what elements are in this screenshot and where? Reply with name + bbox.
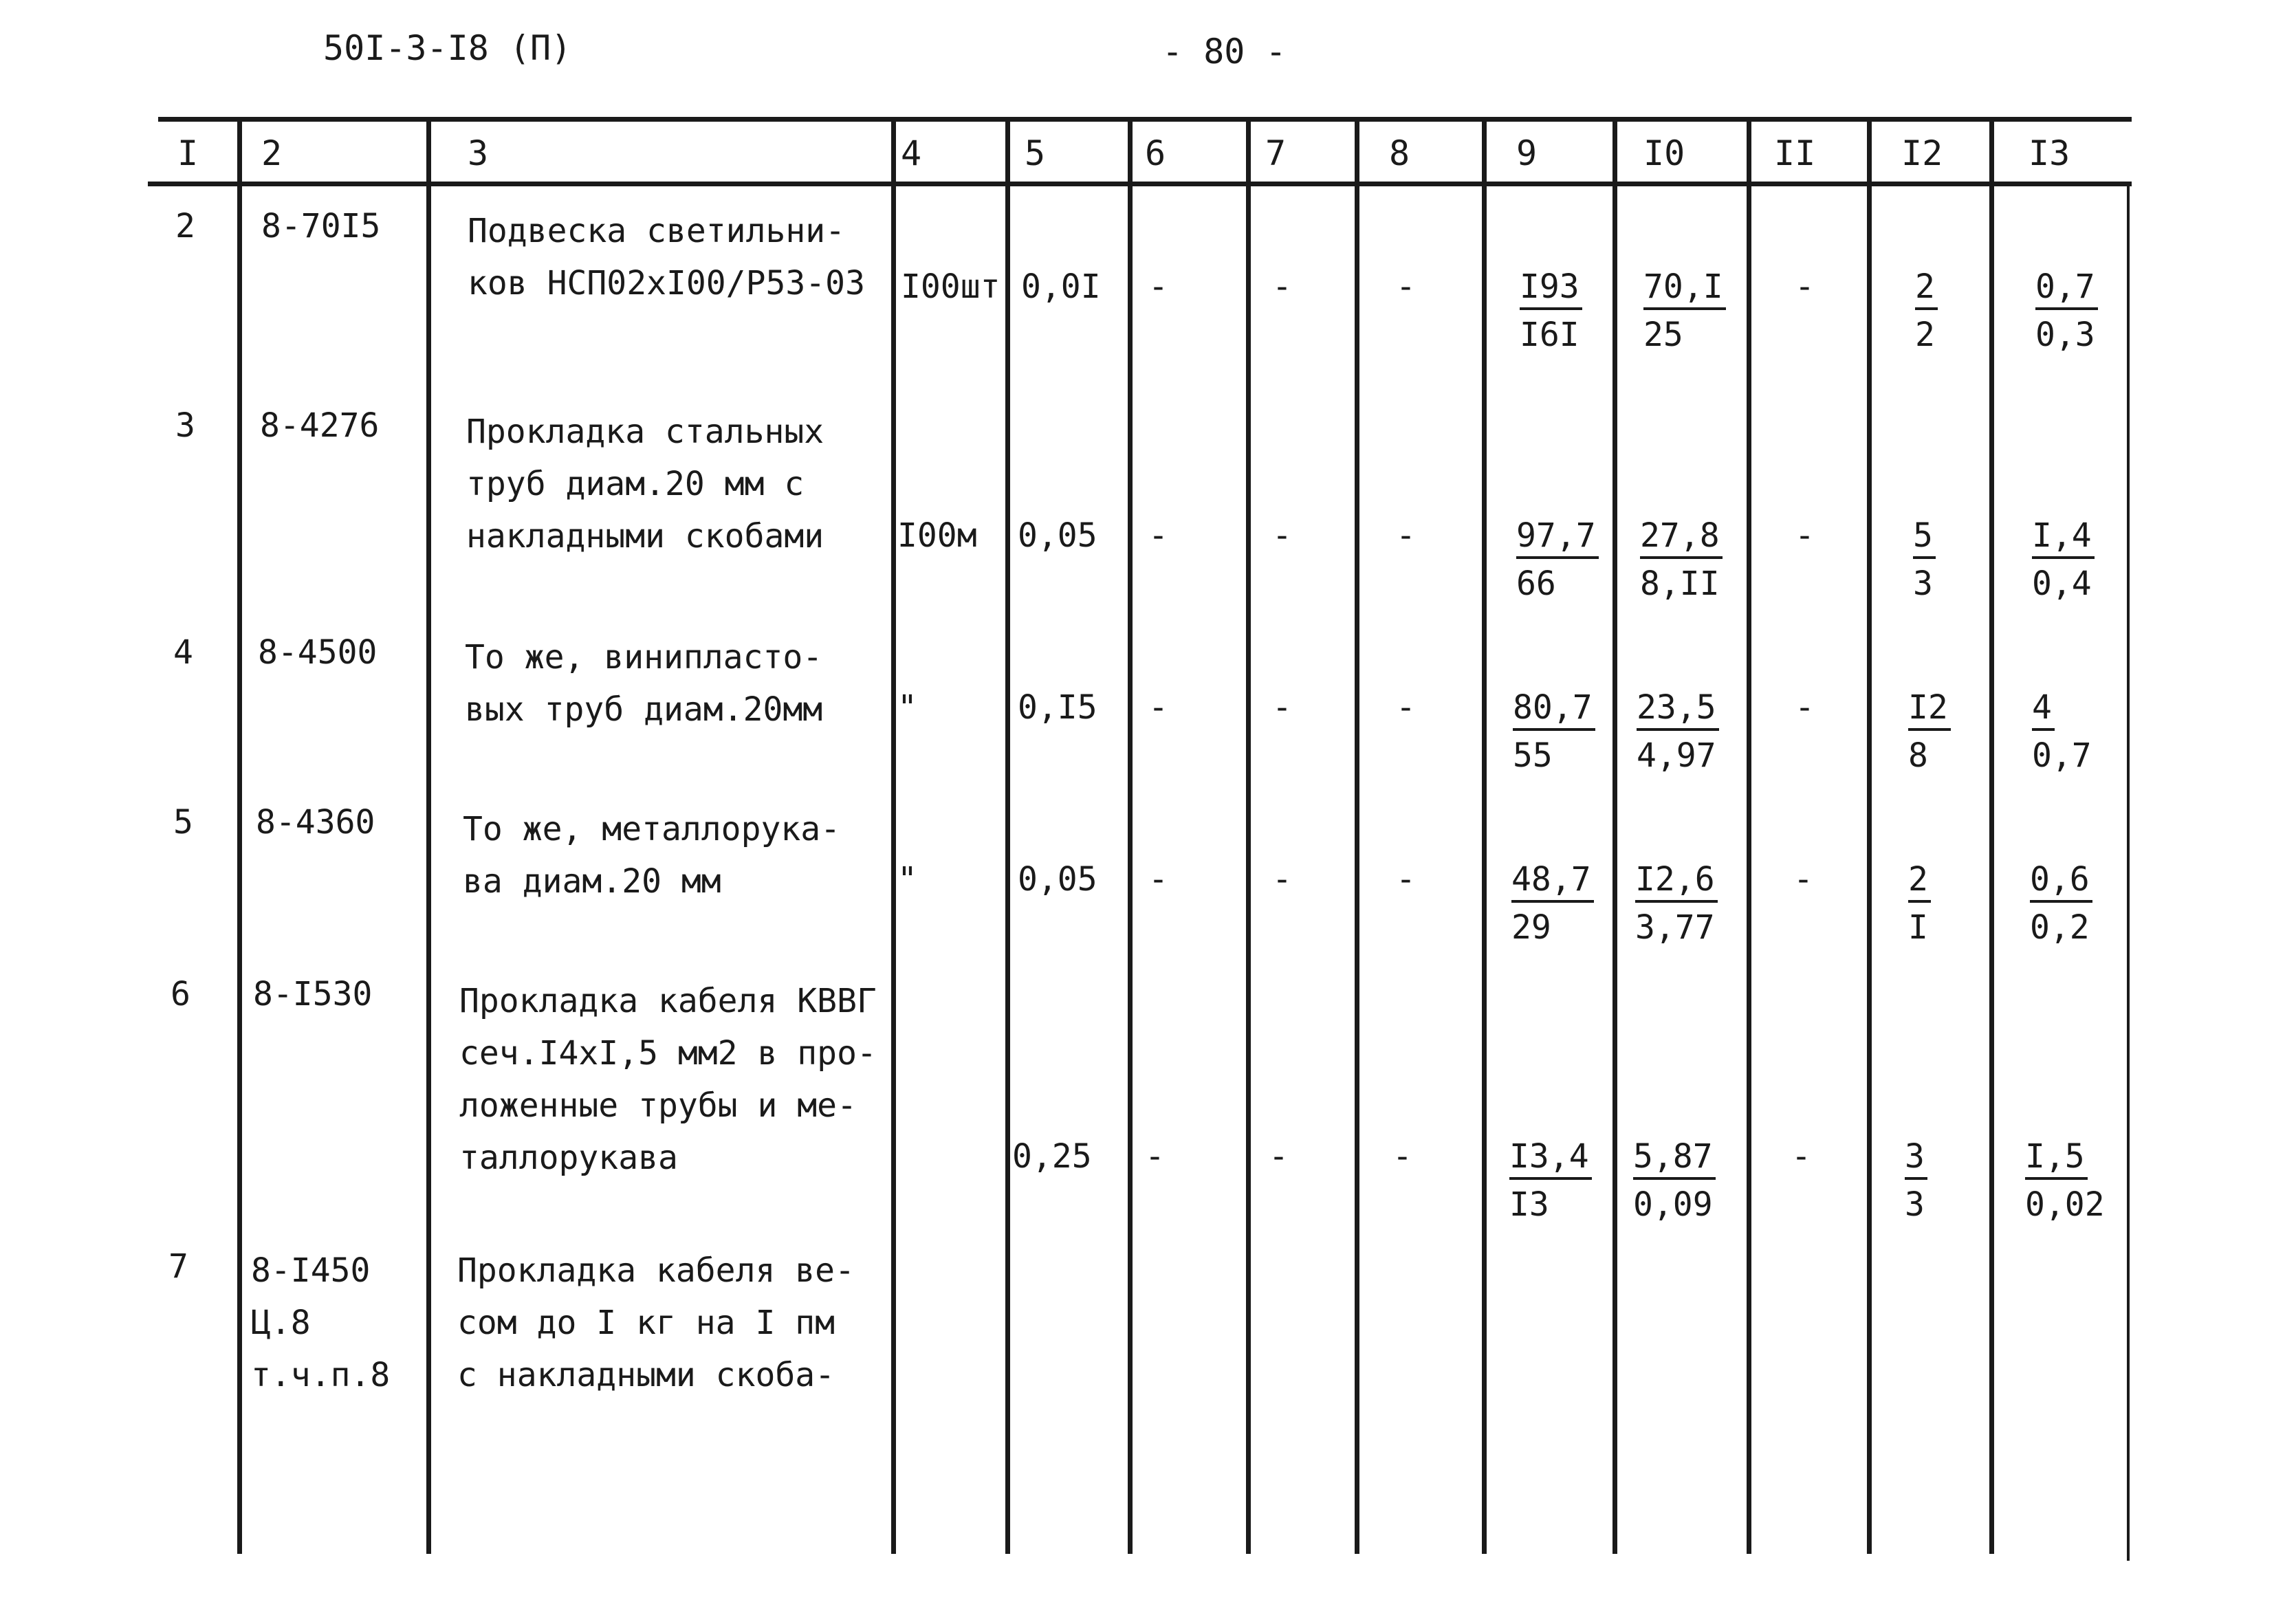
dash: - — [1791, 1137, 1811, 1176]
norm-code: 8-I530 — [253, 975, 373, 1013]
column-divider — [1867, 117, 1872, 1554]
column-divider — [1005, 117, 1010, 1554]
description-line: Прокладка кабеля КВВГ — [459, 982, 877, 1020]
fraction-value: $\frac{80,7}{55}$ — [1513, 691, 1595, 772]
column-header: 2 — [261, 133, 283, 173]
fraction-value: $\frac{4}{0,7}$ — [2032, 688, 2092, 775]
description-line: Подвеска светильни- — [468, 212, 846, 250]
quantity: 0,05 — [1018, 860, 1097, 899]
work-description — [465, 631, 822, 736]
description-line: Прокладка кабеля ве- — [457, 1251, 855, 1290]
quantity: 0,I5 — [1018, 688, 1097, 727]
description-line: Прокладка стальных — [466, 413, 824, 451]
description-line: с накладными скоба- — [457, 1356, 835, 1394]
norm-code-line: 8-I450 — [251, 1251, 371, 1290]
work-description — [468, 205, 865, 309]
fraction-value: $\frac{I93}{I6I}$ — [1520, 270, 1582, 351]
table-top-border — [158, 117, 2132, 122]
dash: - — [1396, 516, 1416, 555]
norm-code: 8-70I5 — [261, 207, 381, 245]
row-number: 4 — [173, 633, 193, 672]
row-number: 7 — [168, 1247, 188, 1286]
column-header: 3 — [468, 133, 489, 173]
column-header: 4 — [901, 133, 922, 173]
quantity: 0,25 — [1012, 1137, 1092, 1176]
column-divider — [426, 117, 431, 1554]
unit: I00шт — [901, 267, 1001, 306]
description-line: сеч.I4хI,5 мм2 в про- — [459, 1034, 877, 1073]
fraction-value: $\frac{I,5}{0,02}$ — [2025, 1137, 2105, 1224]
description-line: таллорукава — [459, 1139, 678, 1177]
column-header: II — [1774, 133, 1816, 173]
row-number: 3 — [175, 406, 195, 445]
description-line: вых труб диам.20мм — [465, 690, 823, 729]
column-header: I0 — [1643, 133, 1685, 173]
norm-code: 8-4500 — [258, 633, 378, 672]
page-number: - 80 - — [1162, 32, 1287, 72]
description-line: ложенные трубы и ме- — [459, 1086, 857, 1125]
description-line: ков НСП02хI00/Р53-03 — [468, 264, 865, 303]
column-divider — [1612, 117, 1617, 1554]
unit: " — [897, 688, 917, 727]
dash: - — [1396, 688, 1416, 727]
fraction-value: $\frac{23,5}{4,97}$ — [1637, 691, 1719, 772]
fraction-value: $\frac{0,6}{0,2}$ — [2030, 863, 2092, 944]
dash: - — [1272, 860, 1292, 899]
dash: - — [1148, 688, 1168, 727]
description-line: ва диам.20 мм — [463, 862, 721, 901]
norm-code-line: т.ч.п.8 — [251, 1356, 391, 1394]
dash: - — [1272, 688, 1292, 727]
description-line: сом до I кг на I пм — [457, 1304, 835, 1342]
description-line: накладными скобами — [466, 517, 824, 556]
column-header: 7 — [1265, 133, 1287, 173]
column-divider — [237, 117, 242, 1554]
header-bottom-border — [148, 182, 2132, 186]
work-description — [457, 1244, 855, 1401]
quantity: 0,0I — [1021, 267, 1101, 306]
fraction-value: $\frac{27,8}{8,II}$ — [1640, 519, 1723, 600]
column-header: 9 — [1516, 133, 1538, 173]
column-divider — [1747, 117, 1751, 1554]
dash: - — [1148, 516, 1168, 555]
dash: - — [1269, 1137, 1289, 1176]
fraction-value: $\frac{0,7}{0,3}$ — [2035, 270, 2098, 351]
column-header: I — [177, 133, 199, 173]
fraction-value: $\frac{48,7}{29}$ — [1511, 863, 1594, 944]
fraction-value: $\frac{3}{3}$ — [1905, 1140, 1927, 1221]
fraction-value: $\frac{5,87}{0,09}$ — [1633, 1140, 1716, 1221]
norm-code-line: Ц.8 — [251, 1304, 311, 1342]
dash: - — [1272, 516, 1292, 555]
column-divider — [1482, 117, 1487, 1554]
fraction-value: $\frac{97,7}{66}$ — [1516, 519, 1599, 600]
quantity: 0,05 — [1018, 516, 1097, 555]
column-divider — [891, 117, 896, 1554]
column-divider — [1355, 117, 1359, 1554]
fraction-value: $\frac{I2}{8}$ — [1908, 691, 1951, 772]
fraction-value: $\frac{70,I}{25}$ — [1643, 270, 1726, 351]
work-description — [459, 975, 877, 1184]
dash: - — [1793, 860, 1813, 899]
dash: - — [1795, 516, 1815, 555]
dash: - — [1392, 1137, 1412, 1176]
dash: - — [1272, 267, 1292, 306]
fraction-value: $\frac{2}{I}$ — [1908, 863, 1931, 944]
column-header: 5 — [1025, 133, 1046, 173]
dash: - — [1396, 267, 1416, 306]
document-code: 50I-3-I8 (П) — [323, 28, 572, 68]
unit: " — [897, 860, 917, 899]
column-divider — [1246, 117, 1251, 1554]
norm-code: 8-4276 — [260, 406, 380, 445]
row-number: 2 — [175, 207, 195, 245]
description-line: То же, винипласто- — [465, 638, 823, 677]
description-line: труб диам.20 мм с — [466, 465, 805, 503]
column-header: 6 — [1145, 133, 1166, 173]
column-divider — [1128, 117, 1133, 1554]
column-divider — [1989, 117, 1994, 1554]
column-header: I3 — [2029, 133, 2070, 173]
dash: - — [1145, 1137, 1165, 1176]
column-header: I2 — [1901, 133, 1943, 173]
norm-code — [251, 1244, 390, 1401]
work-description — [463, 803, 840, 908]
table-right-border — [2127, 186, 2130, 1561]
fraction-value: $\frac{I,4}{0,4}$ — [2032, 519, 2095, 600]
dash: - — [1795, 688, 1815, 727]
column-header: 8 — [1389, 133, 1410, 173]
norm-code: 8-4360 — [256, 803, 375, 842]
fraction-value: $\frac{2}{2}$ — [1915, 270, 1938, 351]
description-line: То же, металлорука- — [463, 810, 841, 848]
dash: - — [1795, 267, 1815, 306]
row-number: 5 — [173, 803, 193, 842]
unit: I00м — [897, 516, 977, 555]
dash: - — [1148, 860, 1168, 899]
row-number: 6 — [171, 975, 190, 1013]
fraction-value: $\frac{I3,4}{I3}$ — [1509, 1140, 1592, 1221]
dash: - — [1148, 267, 1168, 306]
fraction-value: $\frac{5}{3}$ — [1913, 519, 1936, 600]
dash: - — [1396, 860, 1416, 899]
work-description — [466, 406, 824, 562]
fraction-value: $\frac{I2,6}{3,77}$ — [1635, 863, 1718, 944]
